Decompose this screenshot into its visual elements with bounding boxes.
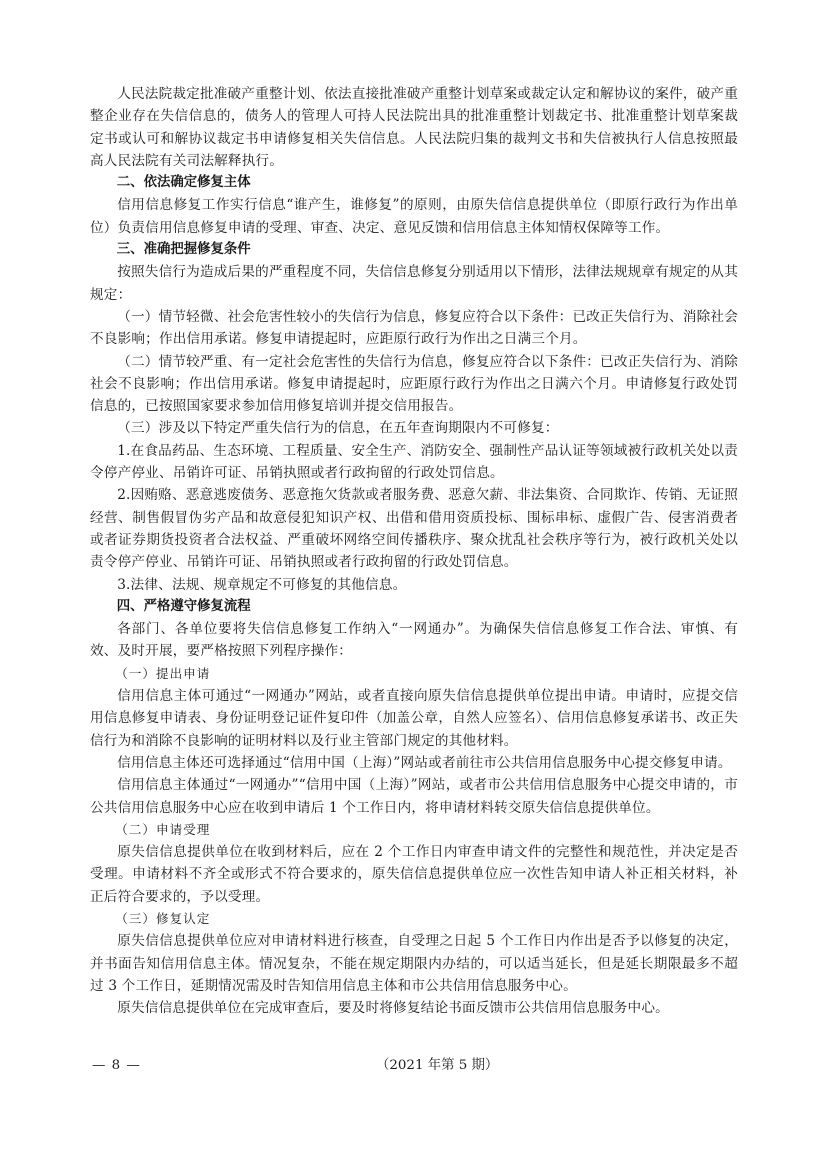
subheading-determination: （三）修复认定 [115,910,211,926]
section-heading-3: 三、准确把握修复条件 [116,242,251,258]
list-item-3: 3.法律、法规、规章规定不可修复的其他信息。 [117,576,407,593]
page-number: — 8 — [92,1058,141,1073]
section-heading-2: 二、依法确定修复主体 [116,175,251,191]
paragraph-condition-minor: （一）情节轻微、社会危害性较小的失信行为信息，修复应符合以下条件：已改正失信行为、消除社会不良影响；作出信用承诺。修复申请提起时，应距原行政行为作出之日满三个月。 [90,308,738,348]
paragraph-repair-principle: 信用信息修复工作实行信息“谁产生，谁修复”的原则，由原失信信息提供单位（即原行政行为作出单位）负责信用信息修复申请的受理、审查、决定、意见反馈和信用信息主体知情权保障等工作。 [90,197,738,236]
paragraph-acceptance: 原失信信息提供单位在收到材料后，应在 2 个工作日内审查申请文件的完整性和规范性，并决定是否受理。申请材料不齐全或形式不符合要求的，原失信信息提供单位应一次性告知申请人补正相关材料，补正后符合要求的，予以受理。 [90,844,738,905]
paragraph-repair-conditions-intro: 按照失信行为造成后果的严重程度不同，失信信息修复分别适用以下情形，法律法规规章有规定的从其规定： [90,264,738,303]
paragraph-submit-materials: 信用信息主体可通过“一网通办”网站，或者直接向原失信信息提供单位提出申请。申请时，应提交信用信息修复申请表、身份证明登记证件复印件（加盖公章，自然人应签名）、信用信息修复承诺书、改正失信行为和消除不良影响的证明材料以及行业主管部门规定的其他材料。 [90,688,738,749]
issue-label: （2021 年第 5 期） [376,1058,499,1073]
paragraph-determination: 原失信信息提供单位应对申请材料进行核查，自受理之日起 5 个工作日内作出是否予以修复的决定，并书面告知信用信息主体。情况复杂，不能在规定期限内办结的，可以适当延长，但是延长期限最多不超过 3 个工作日，延期情况需及时告知信用信息主体和市公共信用信息服务中心。 [90,933,738,994]
paragraph-condition-serious: （二）情节较严重、有一定社会危害性的失信行为信息，修复应符合以下条件：已改正失信行为、消除社会不良影响；作出信用承诺。修复申请提起时，应距原行政行为作出之日满六个月。申请修复行政处罚信息的，已按照国家要求参加信用修复培训并提交信用报告。 [90,353,738,415]
paragraph-condition-non-repairable: （三）涉及以下特定严重失信行为的信息，在五年查询期限内不可修复： [117,420,559,437]
subheading-acceptance: （二）申请受理 [115,821,211,837]
paragraph-process-intro: 各部门、各单位要将失信信息修复工作纳入“一网通办”。为确保失信信息修复工作合法、审慎、有效、及时开展，要严格按照下列程序操作： [90,621,738,660]
document-body [90,83,738,1019]
paragraph-transfer: 信用信息主体通过“一网通办”“信用中国（上海）”网站，或者市公共信用信息服务中心提交申请的，市公共信用信息服务中心应在收到申请后 1 个工作日内，将申请材料转交原失信信息提供单位。 [90,777,738,816]
paragraph-alternate-channel: 信用信息主体还可选择通过“信用中国（上海）”网站或者前往市公共信用信息服务中心提交修复申请。 [117,754,732,771]
section-heading-4: 四、严格遵守修复流程 [116,598,251,614]
paragraph-bankruptcy-reorganization: 人民法院裁定批准破产重整计划、依法直接批准破产重整计划草案或裁定认定和解协议的案件，破产重整企业存在失信信息的，债务人的管理人可持人民法院出具的批准重整计划裁定书、批准重整计划草案裁定书或认可和解协议裁定书申请修复相关失信信息。人民法院归集的裁判文书和失信被执行人信息按照最高人民法院有关司法解释执行。 [90,86,738,169]
subheading-submit-application: （一）提出申请 [115,665,211,681]
list-item-2: 2.因贿赂、恶意逃废债务、恶意拖欠货款或者服务费、恶意欠薪、非法集资、合同欺诈、传销、无证照经营、制售假冒伪劣产品和故意侵犯知识产权、出借和借用资质投标、围标串标、虚假广告、侵害消费者或者证券期货投资者合法权益、严重破坏网络空间传播秩序、聚众扰乱社会秩序等行为，被行政机关处以责令停产停业、吊销许可证、吊销执照或者行政拘留的行政处罚信息。 [90,487,738,571]
paragraph-feedback: 原失信信息提供单位在完成审查后，要及时将修复结论书面反馈市公共信用信息服务中心。 [117,1000,669,1017]
page-footer [0,1054,827,1078]
list-item-1: 1.在食品药品、生态环境、工程质量、安全生产、消防安全、强制性产品认证等领域被行政机关处以责令停产停业、吊销许可证、吊销执照或者行政拘留的行政处罚信息。 [90,442,738,482]
